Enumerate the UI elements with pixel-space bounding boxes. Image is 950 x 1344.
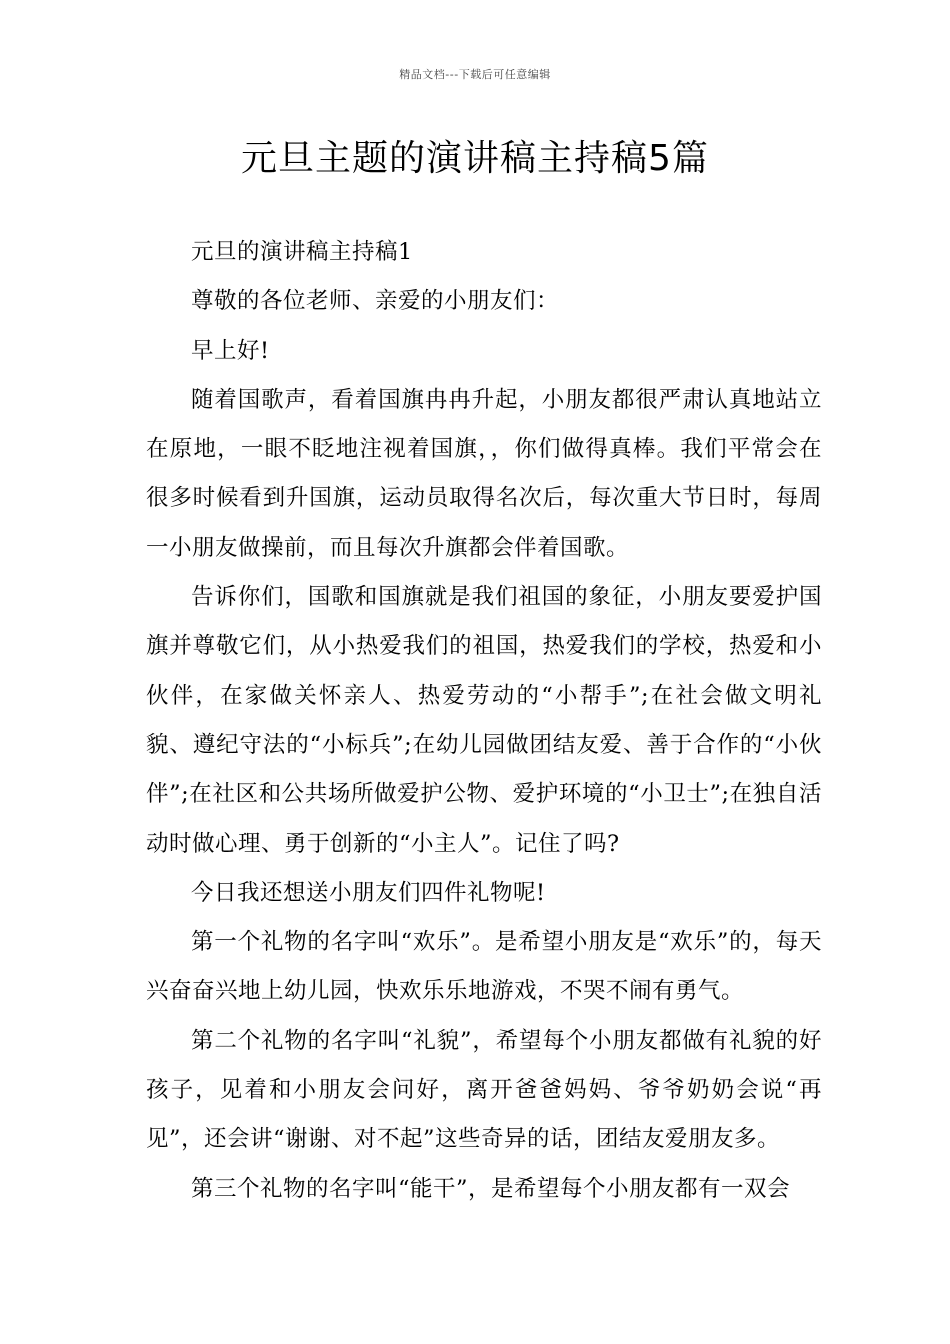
paragraph: 第二个礼物的名字叫“礼貌”，希望每个小朋友都做有礼貌的好孩子，见着和小朋友会问好，离开爸爸妈妈、爷爷奶奶会说“再见”，还会讲“谢谢、对不起”这些奇异的话，团结友爱朋友多。 [146,1027,822,1153]
paragraph: 早上好! [191,337,270,364]
paragraph: 第一个礼物的名字叫“欢乐”。是希望小朋友是“欢乐”的，每天兴奋奋兴地上幼儿园，快欢乐乐地游戏，不哭不闹有勇气。 [146,929,822,1005]
paragraph: 第三个礼物的名字叫“能干”，是希望每个小朋友都有一双会 [191,1175,791,1202]
paragraph: 告诉你们，国歌和国旗就是我们祖国的象征，小朋友要爱护国旗并尊敬它们，从小热爱我们的祖国，热爱我们的学校，热爱和小伙伴，在家做关怀亲人、热爱劳动的“小帮手”;在社会做文明礼貌、遵纪守法的“小标兵”;在幼儿园做团结友爱、善于合作的“小伙伴”;在社区和公共场所做爱护公物、爱护环境的“小卫士”;在独自活动时做心理、勇于创新的“小主人”。记住了吗? [146,584,822,857]
paragraph: 尊敬的各位老师、亲爱的小朋友们： [191,288,560,315]
paragraph: 元旦的演讲稿主持稿1 [191,239,413,265]
paragraph: 随着国歌声，看着国旗冉冉升起，小朋友都很严肃认真地站立在原地，一眼不眨地注视着国旗，，你们做得真棒。我们平常会在很多时候看到升国旗，运动员取得名次后，每次重大节日时，每周一小朋友做操前，而且每次升旗都会伴着国歌。 [146,386,822,561]
document-body [146,228,822,1214]
page-header: 精品文档---下载后可任意编辑 [399,68,551,81]
document-title: 元旦主题的演讲稿主持稿5篇 [241,138,709,179]
paragraph: 今日我还想送小朋友们四件礼物呢! [191,879,546,906]
